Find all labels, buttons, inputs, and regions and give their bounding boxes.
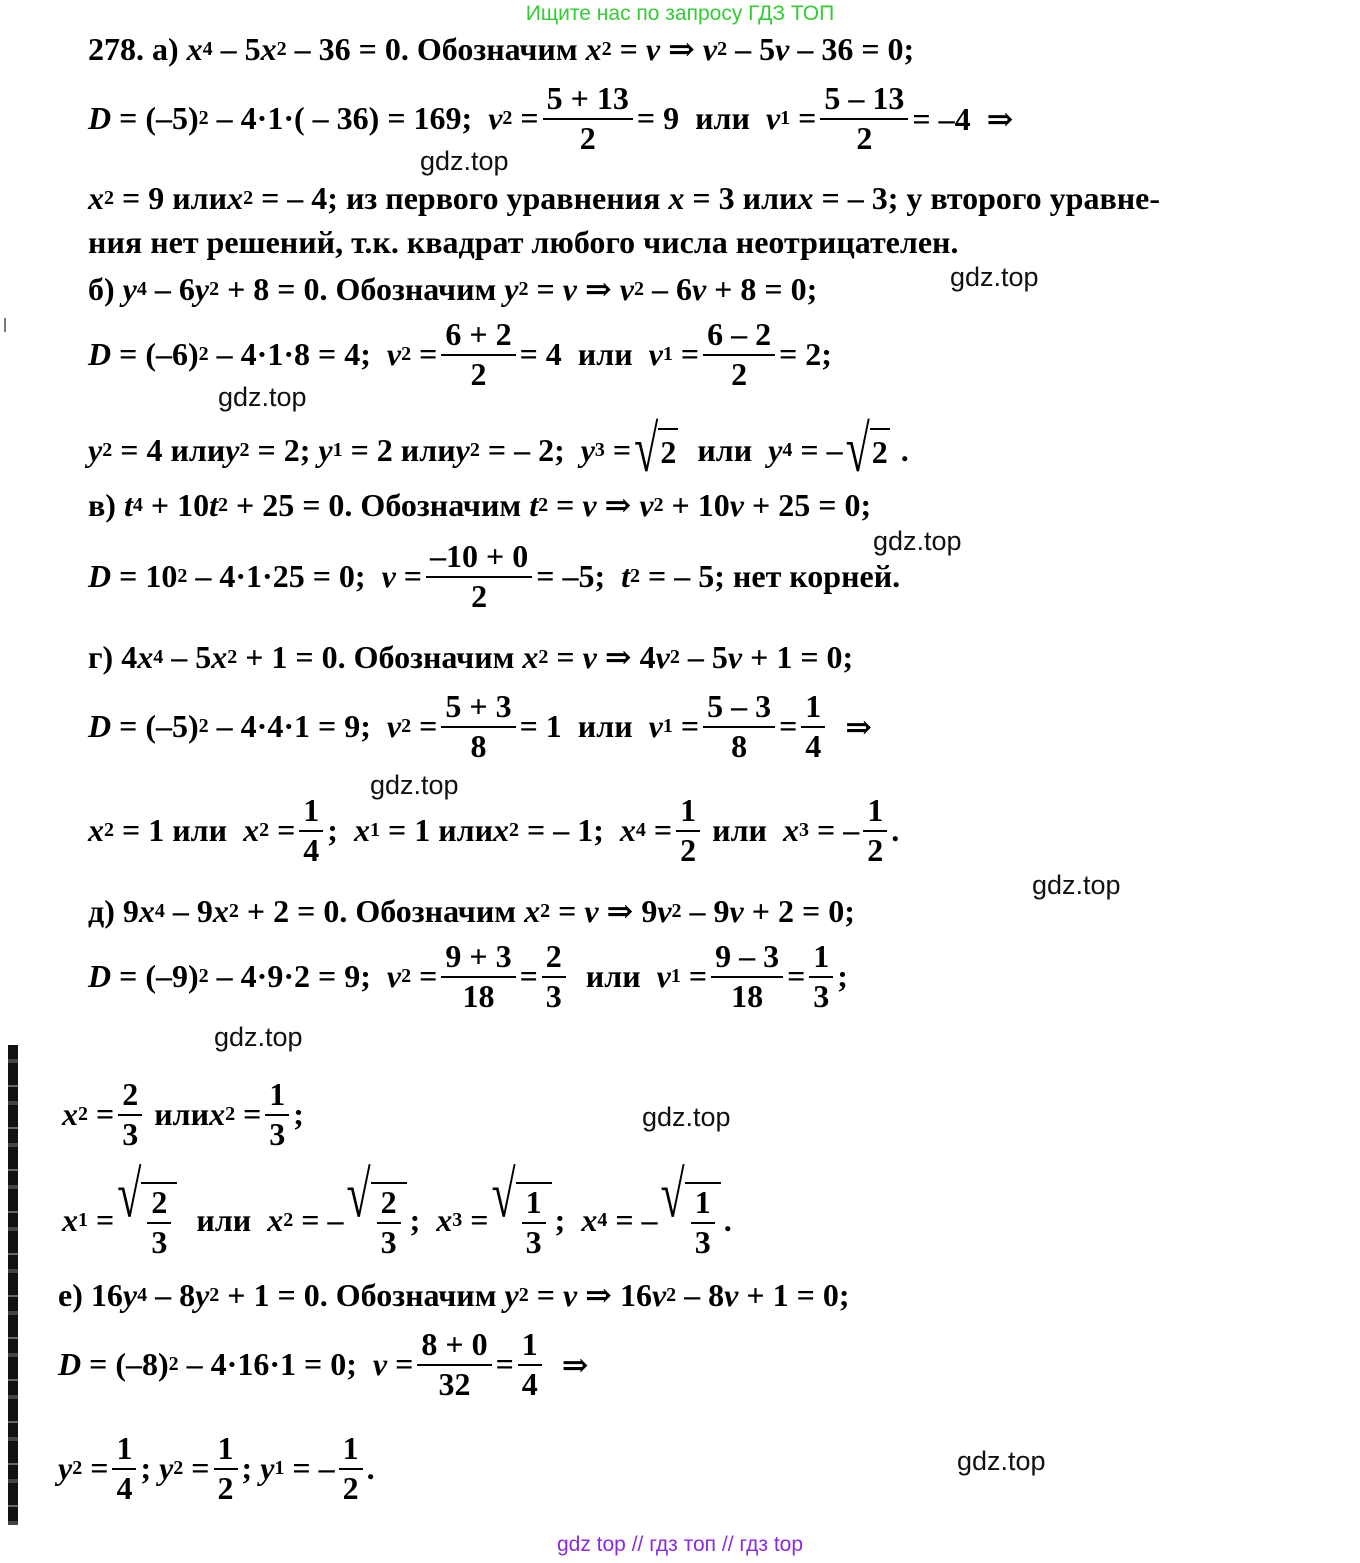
problem-d-line1: д) 9 x 4 – 9 x 2 + 2 = 0. Обозначим x 2 = v ⇒ 9 v 2 – 9 v + 2 = 0; bbox=[88, 892, 855, 929]
no-solutions-text: ния нет решений, т.к. квадрат любого числа неотрицателен. bbox=[88, 224, 959, 260]
or-text: или bbox=[585, 958, 641, 995]
no-roots-text: нет корней. bbox=[732, 558, 901, 595]
problem-g-line2: D = (–5) 2 – 4·4·1 = 9; v 2 = $\frac{5 + 3}{8}$ = 1 или v 1 = $\frac{5 - 3}{8}$ = $\frac{1}{4}$ ⇒ bbox=[88, 688, 873, 764]
problem-d-line3: x 2 = $\frac{2}{3}$ или x 2 = $\frac{1}{3}$ ; bbox=[62, 1076, 304, 1152]
watermark: gdz.top bbox=[642, 1102, 731, 1132]
watermark: gdz.top bbox=[950, 262, 1039, 292]
watermark: gdz.top bbox=[1032, 870, 1121, 900]
designation-text: Обозначим bbox=[353, 638, 515, 675]
part-label: б) bbox=[88, 270, 115, 307]
problem-d-line4: x 1 = √ $\frac{2}{3}$ или x 2 = – √ $\frac{2}{3}$ ; x 3 = √ $\frac{1}{3}$ ; x 4 = – √ $\frac{1}{3}$ . bbox=[62, 1158, 732, 1260]
scan-speck bbox=[4, 318, 6, 332]
problem-b-line2: D = (–6) 2 – 4·1·8 = 4; v 2 = $\frac{6 + 2}{2}$ = 4 или v 1 = $\frac{6 - 2}{2}$ = 2; bbox=[88, 316, 832, 392]
problem-a-line4 bbox=[88, 224, 958, 261]
designation-text: Обозначим bbox=[416, 30, 578, 67]
watermark: gdz.top bbox=[420, 146, 509, 176]
part-label: д) bbox=[88, 892, 115, 929]
problem-a-line2: D = (–5) 2 – 4·1·( – 36) = 169; v 2 = $\frac{5 + 13}{2}$ = 9 или v 1 = $\frac{5 - 13}{2}$ = –4 ⇒ bbox=[88, 80, 1014, 156]
problem-g-line3: x 2 = 1 или x 2 = $\frac{1}{4}$ ; x 1 = 1 или x 2 = – 1; x 4 = $\frac{1}{2}$ или x 3 = – $\frac{1}{2}$ . bbox=[88, 792, 900, 868]
problem-d-line2: D = (–9) 2 – 4·9·2 = 9; v 2 = $\frac{9 + 3}{18}$ = $\frac{2}{3}$ или v 1 = $\frac{9 - 3}{18}$ = $\frac{1}{3}$ ; bbox=[88, 938, 848, 1014]
or-text: или bbox=[577, 708, 633, 745]
problem-e-line2: D = (–8) 2 – 4·16·1 = 0; v = $\frac{8 + 0}{32}$ = $\frac{1}{4}$ ⇒ bbox=[58, 1326, 589, 1402]
or-text: или bbox=[695, 100, 750, 137]
footer-links[interactable]: gdz top // гдз топ // гдз top bbox=[556, 1533, 804, 1556]
designation-text: Обозначим bbox=[360, 486, 522, 523]
problem-b-line3: y 2 = 4 или y 2 = 2; y 1 = 2 или y 2 = – 2; y 3 = √ 2 или y 4 = – √ 2 . bbox=[88, 412, 909, 486]
problem-b-line1: б) y 4 – 6 y 2 + 8 = 0. Обозначим y 2 = v ⇒ v 2 – 6 v + 8 = 0; bbox=[88, 270, 818, 307]
watermark: gdz.top bbox=[370, 770, 459, 800]
designation-text: Обозначим bbox=[355, 892, 517, 929]
designation-text: Обозначим bbox=[335, 1276, 497, 1313]
second-equation-text: у второго уравне- bbox=[906, 180, 1161, 216]
search-banner[interactable]: Ищите нас по запросу ГДЗ ТОП bbox=[525, 2, 835, 25]
or-text: или bbox=[577, 336, 633, 373]
problem-e-line3: y 2 = $\frac{1}{4}$ ; y 2 = $\frac{1}{2}$ ; y 1 = – $\frac{1}{2}$ . bbox=[58, 1430, 375, 1506]
problem-e-line1: е) 16 y 4 – 8 y 2 + 1 = 0. Обозначим y 2 = v ⇒ 16 v 2 – 8 v + 1 = 0; bbox=[58, 1276, 850, 1313]
part-label: а) bbox=[152, 30, 179, 67]
watermark: gdz.top bbox=[873, 526, 962, 556]
problem-v-line1: в) t 4 + 10 t 2 + 25 = 0. Обозначим t 2 = v ⇒ v 2 + 10 v + 25 = 0; bbox=[88, 486, 872, 523]
part-label: г) bbox=[88, 638, 114, 675]
part-label: в) bbox=[88, 486, 116, 523]
watermark: gdz.top bbox=[214, 1022, 303, 1052]
problem-v-line2: D = 10 2 – 4·1·25 = 0; v = $\frac{-10 + 0}{2}$ = –5; t 2 = – 5; нет корней. bbox=[88, 538, 901, 614]
problem-a-line3: x 2 = 9 или x 2 = – 4; из первого уравнения x = 3 или x = – 3; у второго уравне- bbox=[88, 180, 1161, 216]
scan-edge-bar bbox=[8, 1045, 18, 1525]
problem-number: 278. bbox=[88, 30, 144, 67]
problem-g-line1: г) 4 x 4 – 5 x 2 + 1 = 0. Обозначим x 2 = v ⇒ 4 v 2 – 5 v + 1 = 0; bbox=[88, 638, 854, 675]
first-equation-text: из первого уравнения bbox=[345, 180, 661, 216]
part-label: е) bbox=[58, 1276, 83, 1313]
designation-text: Обозначим bbox=[335, 270, 497, 307]
watermark: gdz.top bbox=[218, 382, 307, 412]
watermark: gdz.top bbox=[957, 1446, 1046, 1476]
problem-a-line1: 278. а) x 4 – 5 x 2 – 36 = 0. Обозначим x 2 = v ⇒ v 2 – 5 v – 36 = 0; bbox=[88, 30, 915, 67]
